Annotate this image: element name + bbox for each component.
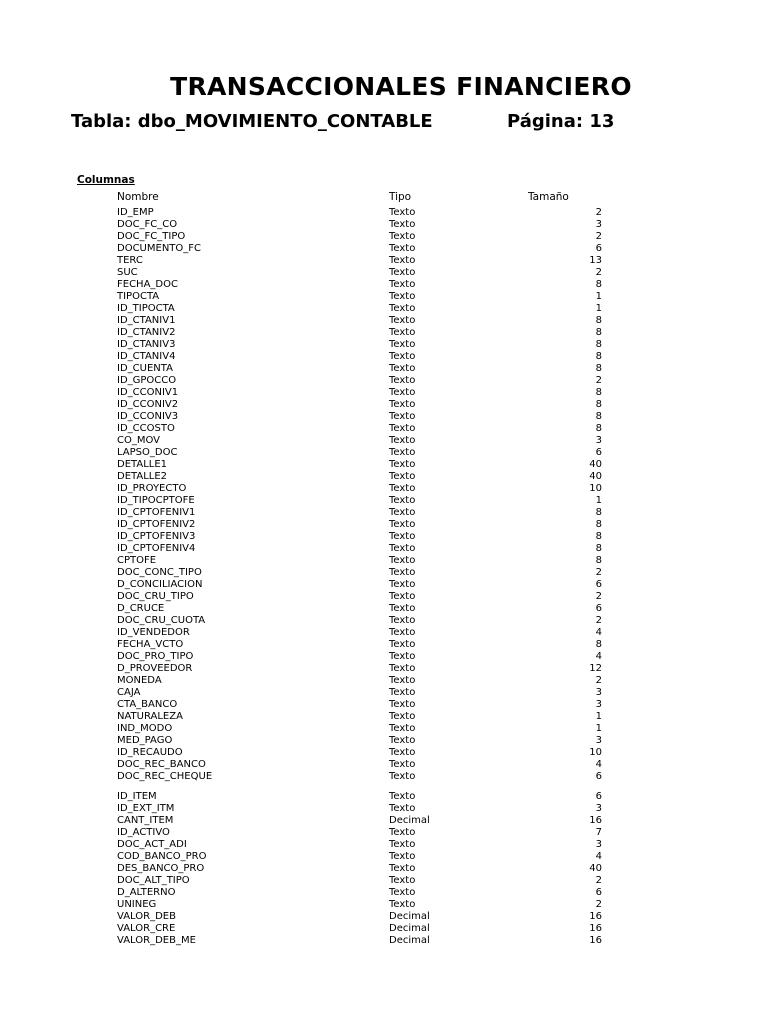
table-row [0, 411, 768, 423]
column-name-cell: D_ALTERNO [117, 887, 176, 898]
columns-list-group-1 [0, 207, 768, 783]
table-row [0, 531, 768, 543]
column-type-cell: Texto [389, 675, 416, 686]
column-size-cell: 8 [595, 387, 602, 398]
column-name-cell: DOC_ACT_ADI [117, 839, 187, 850]
table-row [0, 447, 768, 459]
table-row [0, 435, 768, 447]
column-type-cell: Texto [389, 651, 416, 662]
table-row [0, 231, 768, 243]
column-name-cell: ID_EMP [117, 207, 154, 218]
column-type-cell: Texto [389, 887, 416, 898]
column-name-cell: DOC_REC_CHEQUE [117, 771, 213, 782]
column-size-cell: 40 [589, 471, 602, 482]
column-size-cell: 6 [595, 603, 602, 614]
table-row [0, 579, 768, 591]
column-type-cell: Texto [389, 687, 416, 698]
column-name-cell: SUC [117, 267, 138, 278]
table-row [0, 935, 768, 947]
table-row [0, 899, 768, 911]
table-row [0, 791, 768, 803]
column-type-cell: Texto [389, 435, 416, 446]
table-row [0, 351, 768, 363]
column-size-cell: 8 [595, 339, 602, 350]
column-type-cell: Texto [389, 519, 416, 530]
column-header-type: Tipo [389, 191, 412, 203]
table-row [0, 675, 768, 687]
column-type-cell: Texto [389, 735, 416, 746]
table-row [0, 615, 768, 627]
column-size-cell: 2 [595, 615, 602, 626]
column-name-cell: ID_CPTOFENIV3 [117, 531, 196, 542]
column-name-cell: ID_CTANIV1 [117, 315, 176, 326]
page-number: Página: 13 [507, 111, 615, 132]
column-type-cell: Texto [389, 531, 416, 542]
column-size-cell: 2 [595, 899, 602, 910]
column-size-cell: 8 [595, 555, 602, 566]
column-name-cell: ID_CCONIV1 [117, 387, 179, 398]
table-row [0, 759, 768, 771]
table-row [0, 555, 768, 567]
column-size-cell: 6 [595, 243, 602, 254]
table-row [0, 663, 768, 675]
column-type-cell: Texto [389, 243, 416, 254]
table-row [0, 627, 768, 639]
table-row [0, 747, 768, 759]
column-name-cell: ID_CTANIV3 [117, 339, 176, 350]
table-row [0, 803, 768, 815]
table-row [0, 267, 768, 279]
column-size-cell: 4 [595, 851, 602, 862]
column-type-cell: Texto [389, 495, 416, 506]
column-type-cell: Texto [389, 899, 416, 910]
column-name-cell: NATURALEZA [117, 711, 183, 722]
column-type-cell: Texto [389, 267, 416, 278]
column-name-cell: ID_CCOSTO [117, 423, 175, 434]
column-type-cell: Texto [389, 207, 416, 218]
table-row [0, 339, 768, 351]
column-name-cell: VALOR_DEB_ME [117, 935, 196, 946]
column-name-cell: DOC_CRU_CUOTA [117, 615, 206, 626]
column-type-cell: Texto [389, 747, 416, 758]
column-size-cell: 3 [595, 435, 602, 446]
column-size-cell: 6 [595, 771, 602, 782]
column-type-cell: Texto [389, 851, 416, 862]
column-type-cell: Texto [389, 231, 416, 242]
column-name-cell: ID_CTANIV2 [117, 327, 176, 338]
column-name-cell: CANT_ITEM [117, 815, 174, 826]
table-row [0, 291, 768, 303]
column-size-cell: 8 [595, 399, 602, 410]
table-row [0, 639, 768, 651]
column-size-cell: 8 [595, 531, 602, 542]
column-name-cell: DOC_CONC_TIPO [117, 567, 202, 578]
table-row [0, 923, 768, 935]
column-size-cell: 2 [595, 375, 602, 386]
column-name-cell: ID_EXT_ITM [117, 803, 175, 814]
column-size-cell: 4 [595, 759, 602, 770]
column-size-cell: 8 [595, 315, 602, 326]
column-type-cell: Texto [389, 723, 416, 734]
column-type-cell: Texto [389, 591, 416, 602]
column-name-cell: ID_CCONIV2 [117, 399, 179, 410]
column-type-cell: Texto [389, 399, 416, 410]
table-row [0, 207, 768, 219]
table-row [0, 519, 768, 531]
column-type-cell: Texto [389, 387, 416, 398]
column-size-cell: 16 [589, 923, 602, 934]
column-name-cell: LAPSO_DOC [117, 447, 178, 458]
column-name-cell: DOC_FC_TIPO [117, 231, 186, 242]
column-name-cell: ID_TIPOCTA [117, 303, 175, 314]
column-name-cell: ID_CPTOFENIV4 [117, 543, 196, 554]
column-type-cell: Texto [389, 507, 416, 518]
column-name-cell: ID_CPTOFENIV1 [117, 507, 196, 518]
table-row [0, 723, 768, 735]
column-type-cell: Texto [389, 579, 416, 590]
column-header-name: Nombre [117, 191, 159, 203]
column-size-cell: 8 [595, 543, 602, 554]
column-type-cell: Texto [389, 863, 416, 874]
column-name-cell: CPTOFE [117, 555, 157, 566]
table-row [0, 423, 768, 435]
column-name-cell: DETALLE1 [117, 459, 168, 470]
column-name-cell: CTA_BANCO [117, 699, 178, 710]
table-row [0, 483, 768, 495]
column-type-cell: Texto [389, 315, 416, 326]
column-name-cell: ID_VENDEDOR [117, 627, 190, 638]
document-title: TRANSACCIONALES FINANCIERO [170, 72, 632, 101]
column-name-cell: DOC_CRU_TIPO [117, 591, 194, 602]
column-name-cell: DES_BANCO_PRO [117, 863, 205, 874]
column-name-cell: ID_ITEM [117, 791, 157, 802]
table-row [0, 375, 768, 387]
column-size-cell: 8 [595, 351, 602, 362]
column-size-cell: 3 [595, 735, 602, 746]
table-row [0, 815, 768, 827]
column-name-cell: IND_MODO [117, 723, 173, 734]
table-row [0, 839, 768, 851]
table-row [0, 887, 768, 899]
column-type-cell: Texto [389, 699, 416, 710]
table-row [0, 651, 768, 663]
column-type-cell: Texto [389, 827, 416, 838]
column-size-cell: 6 [595, 579, 602, 590]
column-name-cell: D_CRUCE [117, 603, 165, 614]
column-type-cell: Texto [389, 711, 416, 722]
column-size-cell: 3 [595, 839, 602, 850]
table-row [0, 863, 768, 875]
table-row [0, 591, 768, 603]
column-name-cell: ID_ACTIVO [117, 827, 170, 838]
table-row [0, 827, 768, 839]
column-size-cell: 8 [595, 507, 602, 518]
column-type-cell: Texto [389, 279, 416, 290]
column-size-cell: 8 [595, 423, 602, 434]
column-size-cell: 8 [595, 327, 602, 338]
column-name-cell: D_PROVEEDOR [117, 663, 193, 674]
column-name-cell: DOC_ALT_TIPO [117, 875, 190, 886]
column-type-cell: Texto [389, 543, 416, 554]
column-type-cell: Texto [389, 459, 416, 470]
column-type-cell: Texto [389, 627, 416, 638]
column-type-cell: Texto [389, 363, 416, 374]
column-name-cell: ID_PROYECTO [117, 483, 187, 494]
column-type-cell: Texto [389, 771, 416, 782]
table-row [0, 851, 768, 863]
column-type-cell: Texto [389, 555, 416, 566]
table-row [0, 911, 768, 923]
table-name: Tabla: dbo_MOVIMIENTO_CONTABLE [71, 111, 433, 132]
column-size-cell: 1 [595, 711, 602, 722]
column-size-cell: 7 [595, 827, 602, 838]
column-size-cell: 8 [595, 411, 602, 422]
column-name-cell: MED_PAGO [117, 735, 173, 746]
column-size-cell: 1 [595, 291, 602, 302]
column-name-cell: UNINEG [117, 899, 157, 910]
table-row [0, 711, 768, 723]
columns-section-label: Columnas [77, 174, 135, 186]
column-size-cell: 2 [595, 875, 602, 886]
column-name-cell: ID_TIPOCPTOFE [117, 495, 195, 506]
table-row [0, 875, 768, 887]
column-header-size: Tamaño [528, 191, 569, 203]
column-size-cell: 2 [595, 231, 602, 242]
table-row [0, 459, 768, 471]
column-type-cell: Texto [389, 255, 416, 266]
column-type-cell: Texto [389, 791, 416, 802]
column-name-cell: DOCUMENTO_FC [117, 243, 202, 254]
column-size-cell: 3 [595, 219, 602, 230]
column-type-cell: Texto [389, 483, 416, 494]
column-size-cell: 16 [589, 935, 602, 946]
column-size-cell: 12 [589, 663, 602, 674]
table-row [0, 507, 768, 519]
column-size-cell: 13 [589, 255, 602, 266]
table-row [0, 219, 768, 231]
column-type-cell: Texto [389, 567, 416, 578]
column-type-cell: Texto [389, 423, 416, 434]
column-size-cell: 4 [595, 651, 602, 662]
column-type-cell: Texto [389, 875, 416, 886]
column-name-cell: TIPOCTA [117, 291, 160, 302]
column-name-cell: D_CONCILIACION [117, 579, 203, 590]
table-row [0, 495, 768, 507]
table-row [0, 327, 768, 339]
column-name-cell: ID_CTANIV4 [117, 351, 176, 362]
column-name-cell: TERC [117, 255, 143, 266]
column-size-cell: 3 [595, 699, 602, 710]
column-size-cell: 1 [595, 723, 602, 734]
table-row [0, 387, 768, 399]
column-name-cell: MONEDA [117, 675, 162, 686]
column-size-cell: 6 [595, 791, 602, 802]
column-name-cell: ID_CCONIV3 [117, 411, 179, 422]
column-size-cell: 40 [589, 459, 602, 470]
column-size-cell: 2 [595, 567, 602, 578]
column-name-cell: CAJA [117, 687, 141, 698]
column-size-cell: 2 [595, 207, 602, 218]
table-row [0, 315, 768, 327]
column-size-cell: 3 [595, 803, 602, 814]
table-row [0, 399, 768, 411]
column-name-cell: DOC_PRO_TIPO [117, 651, 194, 662]
columns-list-group-2 [0, 791, 768, 947]
column-type-cell: Texto [389, 447, 416, 458]
table-row [0, 279, 768, 291]
column-size-cell: 2 [595, 675, 602, 686]
column-type-cell: Texto [389, 291, 416, 302]
column-type-cell: Texto [389, 803, 416, 814]
table-row [0, 699, 768, 711]
column-type-cell: Texto [389, 615, 416, 626]
column-name-cell: VALOR_CRE [117, 923, 176, 934]
column-size-cell: 3 [595, 687, 602, 698]
column-size-cell: 1 [595, 303, 602, 314]
column-name-cell: FECHA_DOC [117, 279, 178, 290]
table-row [0, 363, 768, 375]
table-row [0, 603, 768, 615]
column-size-cell: 40 [589, 863, 602, 874]
column-size-cell: 10 [589, 747, 602, 758]
column-type-cell: Texto [389, 639, 416, 650]
table-row [0, 243, 768, 255]
column-size-cell: 2 [595, 591, 602, 602]
column-size-cell: 16 [589, 815, 602, 826]
column-type-cell: Texto [389, 759, 416, 770]
column-type-cell: Texto [389, 339, 416, 350]
table-row [0, 687, 768, 699]
column-size-cell: 8 [595, 519, 602, 530]
table-row [0, 255, 768, 267]
column-type-cell: Texto [389, 411, 416, 422]
column-type-cell: Texto [389, 375, 416, 386]
column-type-cell: Decimal [389, 935, 430, 946]
table-row [0, 567, 768, 579]
column-size-cell: 8 [595, 639, 602, 650]
column-type-cell: Decimal [389, 911, 430, 922]
column-type-cell: Decimal [389, 923, 430, 934]
column-type-cell: Texto [389, 327, 416, 338]
column-name-cell: ID_CPTOFENIV2 [117, 519, 196, 530]
column-name-cell: FECHA_VCTO [117, 639, 184, 650]
column-type-cell: Texto [389, 471, 416, 482]
column-name-cell: ID_CUENTA [117, 363, 173, 374]
column-name-cell: DETALLE2 [117, 471, 168, 482]
table-row [0, 303, 768, 315]
column-type-cell: Texto [389, 663, 416, 674]
column-size-cell: 2 [595, 267, 602, 278]
column-type-cell: Texto [389, 303, 416, 314]
column-name-cell: VALOR_DEB [117, 911, 176, 922]
column-name-cell: DOC_FC_CO [117, 219, 178, 230]
column-type-cell: Texto [389, 603, 416, 614]
column-name-cell: ID_GPOCCO [117, 375, 177, 386]
column-size-cell: 10 [589, 483, 602, 494]
column-size-cell: 8 [595, 363, 602, 374]
table-row [0, 771, 768, 783]
table-row [0, 543, 768, 555]
column-size-cell: 4 [595, 627, 602, 638]
table-row [0, 735, 768, 747]
column-type-cell: Texto [389, 839, 416, 850]
column-type-cell: Texto [389, 351, 416, 362]
column-name-cell: ID_RECAUDO [117, 747, 183, 758]
column-type-cell: Texto [389, 219, 416, 230]
column-size-cell: 6 [595, 447, 602, 458]
column-name-cell: CO_MOV [117, 435, 161, 446]
column-name-cell: COD_BANCO_PRO [117, 851, 207, 862]
table-row [0, 471, 768, 483]
column-size-cell: 6 [595, 887, 602, 898]
column-size-cell: 8 [595, 279, 602, 290]
column-name-cell: DOC_REC_BANCO [117, 759, 206, 770]
column-type-cell: Decimal [389, 815, 430, 826]
column-size-cell: 1 [595, 495, 602, 506]
column-size-cell: 16 [589, 911, 602, 922]
